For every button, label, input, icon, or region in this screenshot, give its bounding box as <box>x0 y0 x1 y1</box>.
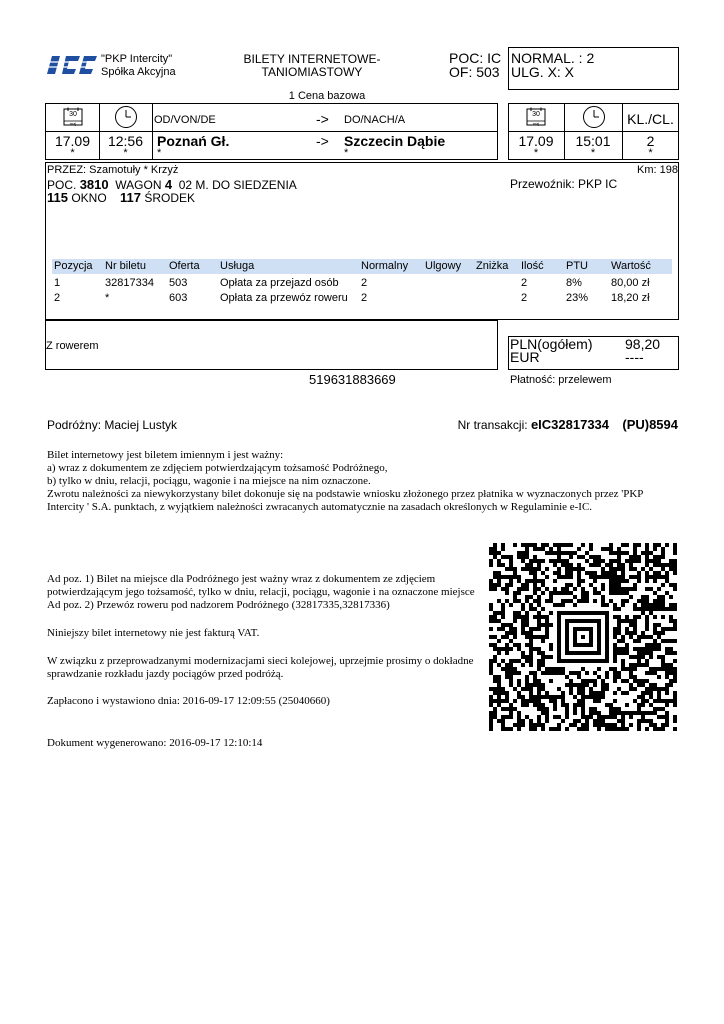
col-header-service: Usługa <box>220 260 255 272</box>
date-star: * <box>70 147 75 159</box>
ticket-number: 519631883669 <box>309 372 396 387</box>
to-station-star: * <box>344 147 349 159</box>
ticket-title <box>222 53 402 79</box>
row-position: 2 <box>54 292 61 304</box>
class-label: KL./CL. <box>627 111 674 127</box>
col-header-vat: PTU <box>566 260 588 272</box>
row-service: Opłata za przewóz roweru <box>220 292 348 304</box>
row-service: Opłata za przejazd osób <box>220 277 339 289</box>
arrival-calendar-day: 30 <box>532 111 540 118</box>
qr-code <box>489 543 677 731</box>
calendar-month: maj <box>69 121 77 126</box>
bicycle-note: Z rowerem <box>46 340 99 352</box>
seat-1-type: OKNO <box>71 191 107 205</box>
clock-icon <box>114 105 138 129</box>
modernization-line: W związku z przeprowadzanymi modernizacjami sieci kolejowej, uprzejmie prosimy o dokładne <box>47 655 474 667</box>
distance: Km: 198 <box>637 164 678 176</box>
pkp-intercity-logo <box>46 54 98 76</box>
direction-arrow: -> <box>316 111 329 127</box>
transaction-suffix: (PU)8594 <box>622 417 678 432</box>
modernization-line: sprawdzanie rozkładu jazdy pociągów przed podróżą. <box>47 668 284 680</box>
offer-code: OF: 503 <box>449 64 500 80</box>
position-note-line: Ad poz. 1) Bilet na miejsce dla Podróżnego jest ważny wraz z dokumentem ze zdjęciem <box>47 573 436 585</box>
row-vat: 23% <box>566 292 589 304</box>
vat-notice: Niniejszy bilet internetowy nie jest fakturą VAT. <box>47 627 260 639</box>
col-header-position: Pozycja <box>54 260 93 272</box>
arrival-time: 15:01 <box>575 133 611 149</box>
time-star: * <box>123 147 128 159</box>
class-star: * <box>648 147 653 159</box>
departure-date: 17.09 <box>54 133 91 149</box>
arrival-date: 17.09 <box>518 133 554 149</box>
row-offer: 603 <box>169 292 188 304</box>
train-prefix: POC. <box>47 178 77 192</box>
col-header-normal: Normalny <box>361 260 409 272</box>
col-header-quantity: Ilość <box>521 260 544 272</box>
terms-line: Bilet internetowy jest biletem imiennym i jest ważny: <box>47 449 284 461</box>
row-quantity: 2 <box>521 277 528 289</box>
terms-line: Zwrotu należności za niewykorzystany bilet dokonuje się na podstawie wniosku złożonego przez płatnika w wyznaczonych przez 'PKP <box>47 488 644 500</box>
row-vat: 8% <box>566 277 582 289</box>
terms-line: Intercity ' S.A. punktach, z wyjątkiem należności zwracanych automatycznie na zasadach określonych w Regulaminie e-IC. <box>47 501 593 513</box>
position-note-line: Ad poz. 2) Przewóz roweru pod nadzorem Podróżnego (32817335,32817336) <box>47 599 390 611</box>
row-ticket-no: * <box>105 292 110 304</box>
from-label: OD/VON/DE <box>154 114 216 126</box>
to-station: Szczecin Dąbie <box>344 133 446 149</box>
ticket-title-line-2: TANIOMIASTOWY <box>261 65 363 79</box>
ticket-title-line-1: BILETY INTERNETOWE- <box>243 52 381 66</box>
company-line-1: "PKP Intercity" <box>101 53 173 65</box>
total-values <box>625 338 660 364</box>
seats-line <box>47 190 195 205</box>
col-header-offer: Oferta <box>169 260 200 272</box>
from-station-star: * <box>157 147 162 159</box>
arrival-time-star: * <box>590 147 596 159</box>
from-station: Poznań Gł. <box>157 133 230 149</box>
arrival-date-star: * <box>533 147 539 159</box>
payment-date: Zapłacono i wystawiono dnia: 2016-09-17 12:09:55 (25040660) <box>47 695 330 707</box>
company-name <box>101 53 176 79</box>
transaction-info <box>458 417 678 432</box>
wagon-number: 4 <box>164 177 173 192</box>
validity-terms <box>47 449 687 514</box>
carrier: Przewoźnik: PKP IC <box>510 177 618 191</box>
passenger-count-box <box>508 47 679 90</box>
train-category <box>449 51 501 79</box>
notes-box <box>45 320 498 370</box>
row-quantity: 2 <box>521 292 528 304</box>
generation-date: Dokument wygenerowano: 2016-09-17 12:10:14 <box>47 737 263 749</box>
direction-arrow-2: -> <box>316 133 329 149</box>
col-header-ticket-no: Nr biletu <box>105 260 146 272</box>
seat-1-number: 115 <box>47 190 68 205</box>
pln-label: PLN(ogółem) <box>510 336 593 352</box>
class-value: 2 <box>646 133 655 149</box>
normal-count: NORMAL. : 2 <box>511 50 595 66</box>
row-normal: 2 <box>361 277 368 289</box>
pln-value: 98,20 <box>625 336 661 352</box>
payment-method: Płatność: przelewem <box>510 374 612 386</box>
row-offer: 503 <box>169 277 188 289</box>
row-normal: 2 <box>361 292 368 304</box>
total-labels <box>510 338 592 364</box>
col-header-value: Wartość <box>611 260 651 272</box>
row-position: 1 <box>54 277 61 289</box>
row-value: 18,20 zł <box>611 292 650 304</box>
terms-line: b) tylko w dniu, relacji, pociągu, wagonie i na miejsce na nim oznaczone. <box>47 475 371 487</box>
poc-code: POC: IC <box>449 50 502 66</box>
company-line-2: Spółka Akcyjna <box>101 66 176 78</box>
col-header-discount: Zniżka <box>476 260 509 272</box>
reduced-count: ULG. X: X <box>511 64 575 80</box>
seat-2-type: ŚRODEK <box>144 191 196 205</box>
row-value: 80,00 zł <box>611 277 650 289</box>
seats-info: 02 M. DO SIEDZENIA <box>178 178 297 192</box>
via-stations: PRZEZ: Szamotuły * Krzyż <box>47 164 179 176</box>
to-label: DO/NACH/A <box>344 114 406 126</box>
seat-2-number: 117 <box>120 190 141 205</box>
terms-line: a) wraz z dokumentem ze zdjęciem potwierdzającym tożsamość Podróżnego, <box>47 462 388 474</box>
eur-label: EUR <box>510 349 540 365</box>
position-note-line: potwierdzającym jego tożsamość, tylko w dniu, relacji, pociągu, wagonie i na oznaczone miejsce <box>47 586 475 598</box>
arrival-calendar-month: maj <box>532 121 540 126</box>
wagon-prefix: WAGON <box>115 178 162 192</box>
col-header-reduced: Ulgowy <box>425 260 462 272</box>
departure-time: 12:56 <box>107 133 144 149</box>
calendar-day: 30 <box>69 111 77 118</box>
transaction-label: Nr transakcji: <box>457 418 528 432</box>
position-notes <box>47 573 477 612</box>
modernization-notice <box>47 655 477 681</box>
row-ticket-no: 32817334 <box>105 277 154 289</box>
train-number: 3810 <box>79 177 109 192</box>
eur-value: ---- <box>625 349 644 365</box>
transaction-id: eIC32817334 <box>530 417 610 432</box>
arrival-clock-icon <box>582 105 606 129</box>
price-type: 1 Cena bazowa <box>288 90 366 102</box>
passenger-name: Podróżny: Maciej Lustyk <box>47 418 178 432</box>
qr-modules <box>489 543 677 731</box>
